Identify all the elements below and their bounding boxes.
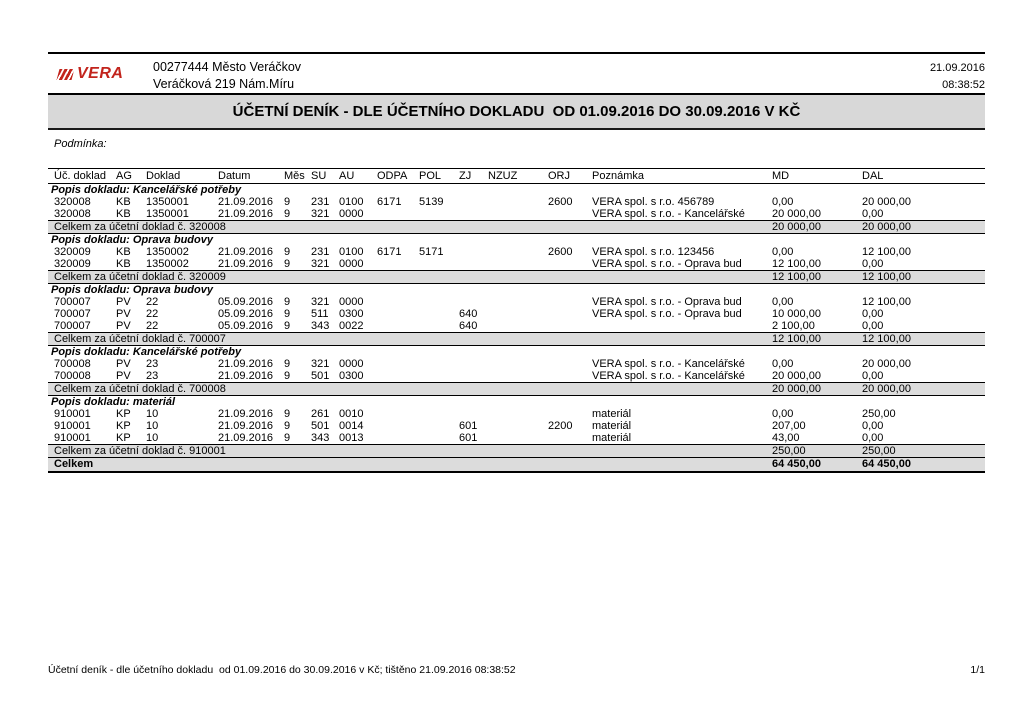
journal-cell-datum: 21.09.2016 [218,408,274,420]
journal-cell-md: 207,00 [772,420,806,432]
vera-logo-text: VERA [77,65,124,82]
journal-cell-datum: 21.09.2016 [218,246,274,258]
grand-total-dal: 64 450,00 [856,458,985,473]
journal-cell-odpa [371,308,413,320]
journal-cell-pol [413,370,453,383]
journal-cell-orj: 2200 [548,420,573,432]
journal-cell-mes: 9 [284,258,291,270]
grand-total-row [48,458,985,473]
journal-cell-su: 511 [311,308,329,320]
journal-cell-mes: 9 [284,408,291,420]
journal-cell-uc: 320009 [54,246,91,258]
group-description: Popis dokladu: Kancelářské potřeby [51,184,242,196]
journal-header-row [48,169,985,184]
journal-cell-nzuz [482,296,542,308]
journal-cell-au: 0100 [339,196,364,208]
journal-cell-nzuz [482,208,542,221]
journal-cell-poznamka [586,320,766,333]
journal-cell-datum: 21.09.2016 [218,420,274,432]
group-total-label: Celkem za účetní doklad č. 320009 [48,271,766,284]
journal-cell-mes: 9 [284,296,291,308]
journal-cell-poznamka: materiál [592,408,632,420]
journal-cell-su: 231 [311,246,330,258]
group-total-dal: 12 100,00 [856,271,985,284]
col-header-odpa: ODPA [371,169,413,184]
footer-description: Účetní deník - dle účetního dokladu od 01.09.2016 do 30.09.2016 v Kč; tištěno 21.09.2016 08:38:52 [48,664,516,676]
journal-body [48,184,985,473]
journal-cell-pol: 5139 [419,196,444,208]
col-header-zj: ZJ [453,169,482,184]
journal-cell-ag: PV [116,308,131,320]
journal-cell-poznamka: VERA spol. s r.o. - Oprava bud [592,258,742,270]
journal-cell-su: 501 [311,370,330,382]
col-header-datum: Datum [212,169,278,184]
journal-cell-uc: 700007 [54,320,91,332]
journal-cell-datum: 05.09.2016 [218,308,274,320]
journal-cell-au: 0000 [339,258,364,270]
journal-cell-md: 0,00 [772,296,794,308]
col-header-au: AU [333,169,371,184]
journal-cell-poznamka: VERA spol. s r.o. - Kancelářské [592,358,745,370]
journal-cell-odpa [371,208,413,221]
journal-cell-doklad: 23 [146,370,159,382]
report-footer [48,664,985,676]
journal-cell-nzuz [482,358,542,370]
journal-cell-orj [542,208,586,221]
journal-cell-uc: 700007 [54,308,91,320]
col-header-doklad: Doklad [140,169,212,184]
col-header-md: MD [766,169,856,184]
journal-cell-doklad: 1350002 [146,258,189,270]
journal-cell-doklad: 10 [146,432,159,444]
journal-row [48,258,985,271]
organization-address: Veráčková 219 Nám.Míru [153,77,295,91]
journal-cell-au: 0000 [339,296,364,308]
group-total-row [48,333,985,346]
journal-cell-nzuz [482,196,542,208]
journal-cell-poznamka: VERA spol. s r.o. 456789 [592,196,715,208]
journal-cell-uc: 910001 [54,420,91,432]
journal-cell-ag: PV [116,358,131,370]
journal-cell-orj [542,370,586,383]
journal-cell-pol [413,308,453,320]
print-datetime-block [930,56,985,94]
journal-cell-zj [453,296,482,308]
journal-row [48,196,985,208]
journal-cell-md: 20 000,00 [772,208,821,220]
journal-cell-su: 321 [311,208,330,220]
journal-cell-uc: 320008 [54,208,91,220]
journal-cell-odpa [371,358,413,370]
journal-cell-zj: 640 [459,308,478,320]
journal-cell-zj [453,208,482,221]
journal-cell-pol [413,208,453,221]
journal-cell-su: 343 [311,432,330,444]
journal-cell-zj: 601 [459,432,478,444]
journal-cell-poznamka: materiál [592,420,632,432]
journal-cell-pol [413,296,453,308]
journal-cell-mes: 9 [284,358,291,370]
journal-cell-zj [453,370,482,383]
journal-cell-dal: 0,00 [862,432,884,444]
journal-cell-au: 0022 [339,320,364,332]
journal-cell-au: 0013 [339,432,364,444]
journal-cell-au: 0300 [339,370,364,382]
group-description-row [48,184,985,197]
journal-cell-uc: 910001 [54,432,91,444]
organization-name: 00277444 Město Veráčkov [153,60,302,74]
journal-cell-nzuz [482,408,542,420]
header-top-divider [48,52,985,54]
journal-cell-pol [413,320,453,333]
journal-cell-pol [413,408,453,420]
journal-cell-md: 20 000,00 [772,370,821,382]
journal-cell-dal: 0,00 [862,320,884,332]
journal-cell-uc: 320009 [54,258,91,270]
vera-logo [48,56,153,83]
group-total-row [48,445,985,458]
journal-cell-au: 0300 [339,308,364,320]
journal-cell-au: 0100 [339,246,364,258]
group-description: Popis dokladu: Kancelářské potřeby [51,346,242,358]
journal-cell-su: 261 [311,408,330,420]
journal-row [48,408,985,420]
grand-total-md: 64 450,00 [766,458,856,473]
journal-cell-uc: 700007 [54,296,91,308]
journal-cell-dal: 20 000,00 [862,358,911,370]
journal-cell-orj: 2600 [548,246,573,258]
journal-cell-mes: 9 [284,432,291,444]
journal-row [48,432,985,445]
col-header-pol: POL [413,169,453,184]
journal-cell-datum: 21.09.2016 [218,196,274,208]
report-title-band [48,93,985,130]
journal-cell-uc: 910001 [54,408,91,420]
journal-cell-ag: KB [116,196,131,208]
journal-cell-mes: 9 [284,196,291,208]
journal-cell-poznamka: materiál [592,432,632,444]
journal-cell-ag: KP [116,420,131,432]
journal-cell-datum: 21.09.2016 [218,370,274,382]
journal-cell-su: 321 [311,358,330,370]
journal-cell-odpa [371,320,413,333]
journal-cell-pol [413,358,453,370]
journal-cell-md: 10 000,00 [772,308,821,320]
journal-cell-zj [453,258,482,271]
group-total-row [48,221,985,234]
group-description: Popis dokladu: Oprava budovy [51,284,213,296]
group-total-label: Celkem za účetní doklad č. 700007 [48,333,766,346]
journal-cell-doklad: 23 [146,358,159,370]
group-total-dal: 12 100,00 [856,333,985,346]
journal-cell-datum: 21.09.2016 [218,432,274,444]
journal-cell-odpa [371,370,413,383]
group-total-md: 20 000,00 [766,221,856,234]
group-description: Popis dokladu: materiál [51,396,176,408]
col-header-mes: Měs [278,169,305,184]
group-description-row [48,234,985,247]
journal-cell-poznamka: VERA spol. s r.o. 123456 [592,246,715,258]
journal-cell-dal: 0,00 [862,258,884,270]
journal-cell-doklad: 1350001 [146,196,189,208]
journal-cell-odpa [371,420,413,432]
print-date: 21.09.2016 [929,62,985,74]
journal-cell-ag: PV [116,320,131,332]
col-header-nzuz: NZUZ [482,169,542,184]
journal-cell-md: 43,00 [772,432,800,444]
journal-row [48,208,985,221]
vera-logo-icon [57,69,75,80]
journal-cell-orj [542,308,586,320]
journal-cell-mes: 9 [284,320,291,332]
journal-cell-md: 0,00 [772,196,794,208]
journal-cell-zj [453,358,482,370]
journal-cell-nzuz [482,370,542,383]
journal-cell-datum: 05.09.2016 [218,296,274,308]
journal-cell-ag: KB [116,258,131,270]
journal-cell-dal: 250,00 [862,408,896,420]
journal-cell-dal: 12 100,00 [862,296,911,308]
journal-cell-dal: 0,00 [862,420,884,432]
journal-cell-orj [542,358,586,370]
journal-cell-zj: 640 [459,320,478,332]
journal-cell-su: 501 [311,420,330,432]
grand-total-label: Celkem [48,458,766,473]
group-description-row [48,284,985,297]
group-total-dal: 250,00 [856,445,985,458]
journal-cell-dal: 0,00 [862,208,884,220]
report-title: ÚČETNÍ DENÍK - DLE ÚČETNÍHO DOKLADU OD 01.09.2016 DO 30.09.2016 V KČ [232,103,801,120]
journal-cell-orj [542,258,586,271]
journal-row [48,308,985,320]
journal-cell-poznamka: VERA spol. s r.o. - Kancelářské [592,208,745,220]
journal-cell-ag: KB [116,246,131,258]
journal-cell-odpa [371,258,413,271]
journal-cell-au: 0000 [339,358,364,370]
group-description: Popis dokladu: Oprava budovy [51,234,213,246]
journal-cell-nzuz [482,420,542,432]
col-header-ag: AG [110,169,140,184]
journal-row [48,296,985,308]
journal-cell-su: 343 [311,320,330,332]
journal-cell-dal: 20 000,00 [862,196,911,208]
journal-cell-nzuz [482,246,542,258]
journal-cell-ag: PV [116,296,131,308]
journal-cell-ag: KP [116,408,131,420]
journal-cell-su: 321 [311,296,330,308]
page-number: 1/1 [970,664,985,676]
journal-cell-pol [413,432,453,445]
group-total-row [48,271,985,284]
group-description-row [48,396,985,409]
journal-cell-poznamka: VERA spol. s r.o. - Kancelářské [592,370,745,382]
journal-cell-pol [413,258,453,271]
journal-cell-au: 0014 [339,420,364,432]
journal-row [48,370,985,383]
journal-cell-doklad: 10 [146,420,159,432]
col-header-su: SU [305,169,333,184]
journal-cell-orj [542,408,586,420]
group-total-label: Celkem za účetní doklad č. 700008 [48,383,766,396]
journal-cell-doklad: 1350001 [146,208,189,220]
group-total-md: 12 100,00 [766,271,856,284]
group-total-md: 12 100,00 [766,333,856,346]
journal-row [48,358,985,370]
group-total-dal: 20 000,00 [856,383,985,396]
journal-cell-au: 0010 [339,408,364,420]
journal-cell-datum: 21.09.2016 [218,258,274,270]
journal-cell-nzuz [482,308,542,320]
journal-cell-md: 0,00 [772,246,794,258]
journal-cell-au: 0000 [339,208,364,220]
journal-cell-mes: 9 [284,208,291,220]
journal-cell-zj: 601 [459,420,478,432]
journal-cell-zj [453,246,482,258]
col-header-poznamka: Poznámka [586,169,766,184]
journal-cell-nzuz [482,432,542,445]
journal-cell-doklad: 22 [146,320,159,332]
journal-cell-pol [413,420,453,432]
journal-cell-uc: 700008 [54,358,91,370]
group-description-row [48,346,985,359]
journal-cell-odpa [371,408,413,420]
journal-cell-uc: 700008 [54,370,91,382]
journal-cell-doklad: 22 [146,296,159,308]
condition-label: Podmínka: [54,138,107,150]
journal-cell-datum: 05.09.2016 [218,320,274,332]
group-total-label: Celkem za účetní doklad č. 910001 [48,445,766,458]
journal-cell-orj [542,320,586,333]
group-total-row [48,383,985,396]
journal-cell-poznamka: VERA spol. s r.o. - Oprava bud [592,296,742,308]
journal-cell-su: 321 [311,258,330,270]
journal-cell-ag: KB [116,208,131,220]
journal-cell-uc: 320008 [54,196,91,208]
col-header-orj: ORJ [542,169,586,184]
journal-cell-mes: 9 [284,308,291,320]
journal-cell-odpa: 6171 [377,196,402,208]
journal-cell-zj [453,196,482,208]
journal-cell-odpa [371,432,413,445]
journal-cell-ag: PV [116,370,131,382]
journal-cell-datum: 21.09.2016 [218,208,274,220]
journal-cell-datum: 21.09.2016 [218,358,274,370]
journal-cell-md: 0,00 [772,408,794,420]
journal-cell-doklad: 22 [146,308,159,320]
journal-cell-ag: KP [116,432,131,444]
journal-cell-orj [542,432,586,445]
journal-row [48,420,985,432]
print-time: 08:38:52 [942,79,985,91]
journal-cell-mes: 9 [284,420,291,432]
journal-table [48,168,985,473]
journal-cell-dal: 12 100,00 [862,246,911,258]
journal-cell-nzuz [482,320,542,333]
group-total-md: 20 000,00 [766,383,856,396]
group-total-md: 250,00 [766,445,856,458]
col-header-dal: DAL [856,169,985,184]
organization-block [153,56,301,93]
journal-cell-su: 231 [311,196,330,208]
journal-row [48,320,985,333]
journal-cell-pol: 5171 [419,246,444,258]
journal-cell-doklad: 10 [146,408,159,420]
journal-cell-md: 2 100,00 [772,320,815,332]
journal-cell-nzuz [482,258,542,271]
journal-cell-zj [453,408,482,420]
journal-cell-dal: 0,00 [862,308,884,320]
group-total-dal: 20 000,00 [856,221,985,234]
journal-cell-dal: 0,00 [862,370,884,382]
journal-cell-odpa: 6171 [377,246,402,258]
journal-cell-orj [542,296,586,308]
journal-cell-odpa [371,296,413,308]
journal-cell-mes: 9 [284,246,291,258]
journal-cell-poznamka: VERA spol. s r.o. - Oprava bud [592,308,742,320]
journal-cell-doklad: 1350002 [146,246,189,258]
journal-row [48,246,985,258]
journal-cell-md: 12 100,00 [772,258,821,270]
journal-cell-orj: 2600 [548,196,573,208]
col-header-uc-doklad: Úč. doklad [48,169,110,184]
group-total-label: Celkem za účetní doklad č. 320008 [48,221,766,234]
journal-cell-md: 0,00 [772,358,794,370]
report-header [48,56,985,93]
journal-cell-mes: 9 [284,370,291,382]
